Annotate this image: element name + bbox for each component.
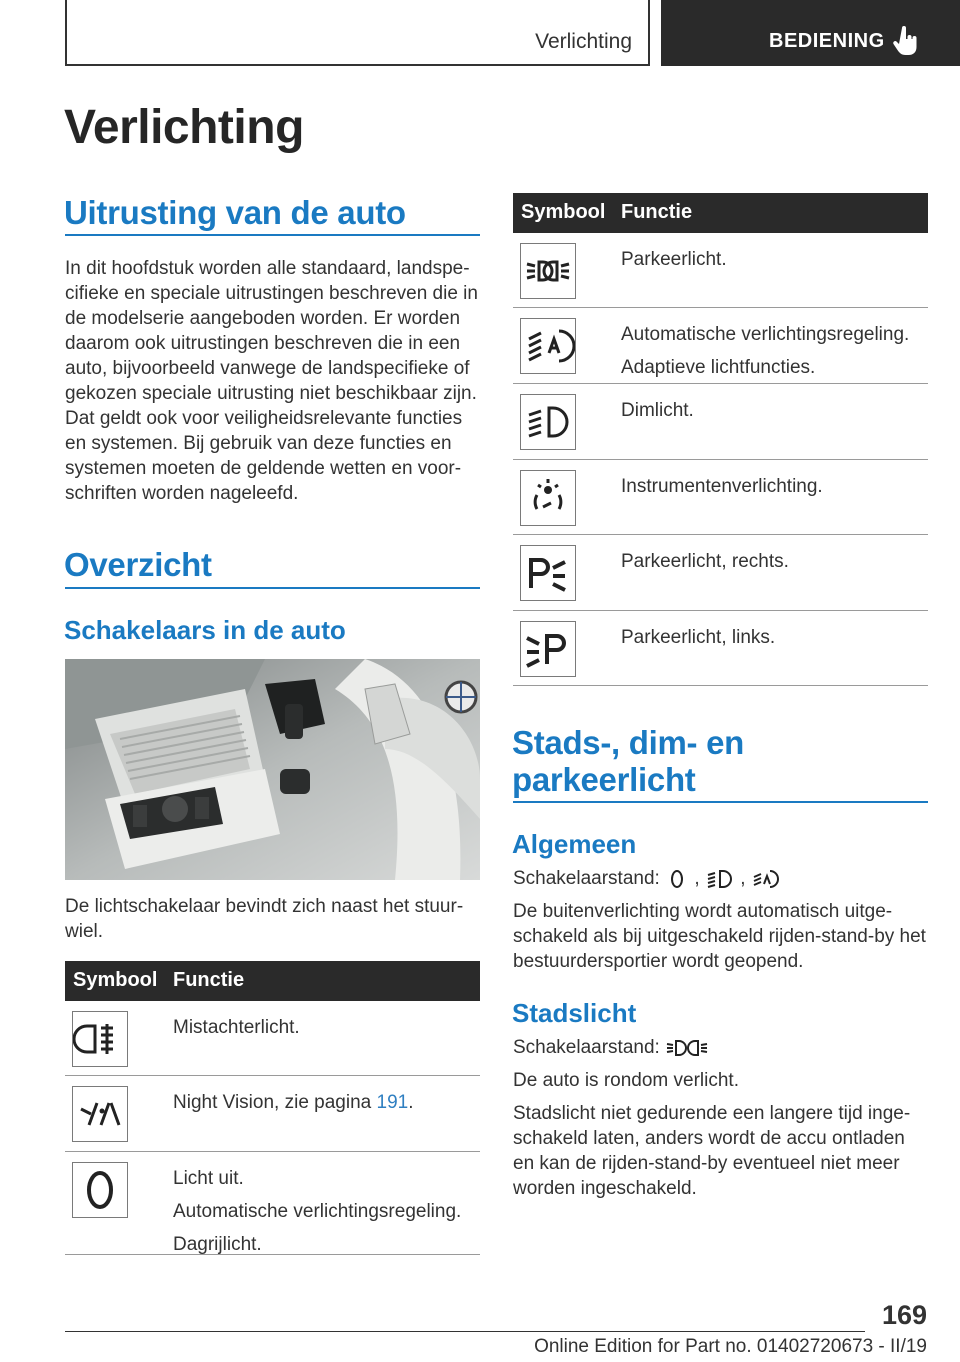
auto-light-icon (751, 867, 781, 891)
light-switch-photo (65, 659, 480, 880)
page-link-191[interactable]: 191 (376, 1092, 409, 1113)
column-header-function: Functie (621, 201, 693, 223)
hand-pointer-icon (893, 26, 919, 56)
parking-right-icon (520, 545, 576, 601)
table-row (65, 1001, 480, 1076)
heading-rule (513, 801, 928, 803)
switch-zero-icon (72, 1162, 128, 1218)
table-header (513, 193, 928, 233)
column-header-symbol: Symbool (73, 969, 158, 991)
low-beam-icon (705, 867, 735, 891)
table-row (513, 535, 928, 611)
general-switch-line: Schakelaarstand: , , (513, 866, 933, 891)
lights-heading: Stads-, dim- en parkeerlicht (512, 724, 745, 798)
function-text: Parkeerlicht. (621, 249, 727, 270)
function-text: Licht uit. Automatische verlichtingsregeling. Dagrijlicht. (173, 1168, 462, 1255)
symbol-table-right (513, 193, 928, 686)
header-chapter-tab[interactable] (661, 0, 960, 66)
function-text: Mistachterlicht. (173, 1017, 300, 1038)
table-row (513, 233, 928, 308)
header-chapter-label: BEDIENING (769, 30, 885, 52)
parking-light-icon (520, 243, 576, 299)
heading-rule (65, 587, 480, 589)
column-header-symbol: Symbool (521, 201, 606, 223)
table-row (513, 308, 928, 384)
footer-rule (65, 1331, 865, 1332)
parking-light-icon (665, 1036, 711, 1060)
parking-left-icon (520, 621, 576, 677)
table-row (513, 460, 928, 535)
heading-rule (65, 234, 480, 236)
night-vision-icon (72, 1086, 128, 1142)
general-heading: Algemeen (512, 829, 637, 859)
switches-heading: Schakelaars in de auto (64, 615, 346, 645)
equipment-paragraph: In dit hoofdstuk worden alle standaard, landspe- cifieke en speciale uitrustingen beschreven die in de modelserie aangeboden worden. Er worden daarom ook uitrustingen beschreven die in een auto, bijvoorbeeld vanwege de landspecifieke of gekozen speciale uitrusting niet beschikbaar zijn. Dat geldt ook voor veiligheidsrelevante functies en systemen. Bij gebruik van deze functies en systemen moeten de geldende wetten en voor- schriften worden nageleefd. (65, 258, 478, 504)
parking-line1: De auto is rondom verlicht. (513, 1070, 739, 1091)
parking-light-heading: Stadslicht (512, 998, 637, 1028)
parking-paragraph: Stadslicht niet gedurende een langere tijd inge- schakeld laten, anders wordt de accu ontladen en kan de rijden-stand-by eventueel niet meer worden ingeschakeld. (513, 1103, 911, 1199)
function-text: Parkeerlicht, rechts. (621, 551, 789, 572)
page-number: 169 (881, 1300, 927, 1330)
table-row (65, 1076, 480, 1152)
header-section-title: Verlichting (535, 30, 632, 53)
function-text: Instrumentenverlichting. (621, 476, 823, 497)
function-text: Night Vision, zie pagina 191. (173, 1092, 414, 1113)
function-text: Automatische verlichtingsregeling. Adaptieve lichtfuncties. (621, 324, 910, 378)
page-title: Verlichting (64, 101, 304, 154)
column-header-function: Functie (173, 969, 245, 991)
instrument-lighting-icon (520, 470, 576, 526)
table-header (65, 961, 480, 1001)
photo-caption: De lichtschakelaar bevindt zich naast het stuur- wiel. (65, 896, 464, 942)
symbol-table-left (65, 961, 480, 1255)
general-paragraph: De buitenverlichting wordt automatisch uitge- schakeld als bij uitgeschakeld rijden-stand-by het bestuurdersportier wordt geopend. (513, 901, 926, 972)
equipment-heading: Uitrusting van de auto (64, 194, 406, 231)
header-section-box (65, 0, 650, 66)
parking-switch-line: Schakelaarstand: (513, 1035, 933, 1060)
function-text: Dimlicht. (621, 400, 694, 421)
table-row (513, 611, 928, 686)
table-row (513, 384, 928, 460)
function-text: Parkeerlicht, links. (621, 627, 776, 648)
footer-edition: Online Edition for Part no. 01402720673 - II/19 (534, 1336, 927, 1357)
overview-heading: Overzicht (64, 546, 212, 583)
switch-zero-icon (665, 867, 689, 891)
table-row (65, 1152, 480, 1255)
auto-light-icon (520, 318, 576, 374)
fog-tail-light-icon (72, 1011, 128, 1067)
low-beam-icon (520, 394, 576, 450)
